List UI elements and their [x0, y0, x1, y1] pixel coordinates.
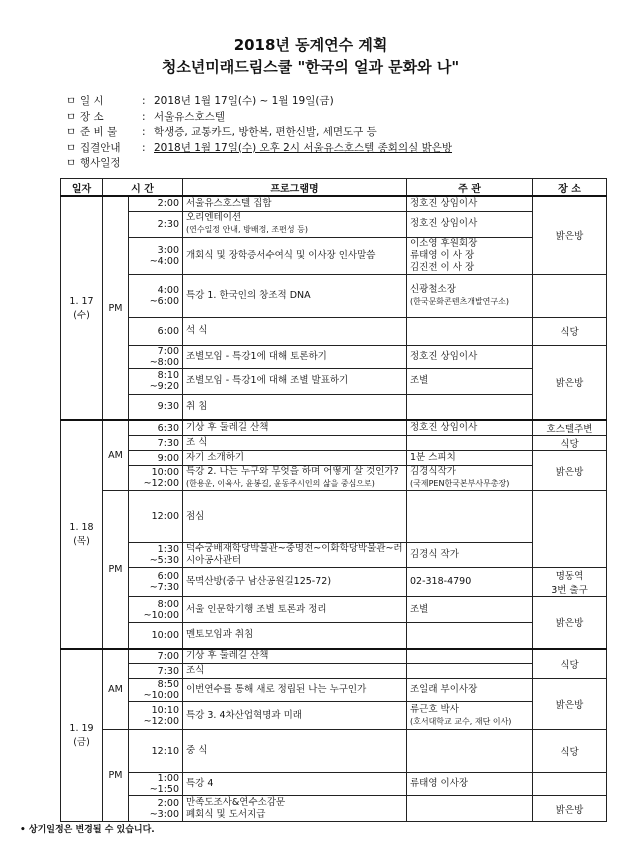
day-weekday: (수) [73, 309, 90, 321]
page-subtitle: 청소년미래드림스쿨 "한국의 얼과 문화와 나" [161, 58, 460, 76]
info-label: 행사일정 [80, 157, 121, 169]
period-cell: PM [103, 491, 129, 649]
table-row [61, 196, 607, 211]
time-start: 9:00 [157, 452, 179, 464]
time-start: 2:00 [157, 797, 179, 809]
host-cell [407, 649, 533, 664]
day-cell [61, 196, 103, 420]
time-end: ~10:00 [143, 690, 179, 701]
col-header-place: 장 소 [533, 179, 607, 197]
table-row [61, 274, 607, 317]
period-cell: PM [103, 730, 129, 822]
info-bullet: ㅁ [66, 157, 77, 169]
day-date: 1. 17 [69, 295, 94, 307]
host-cell [407, 702, 533, 730]
place-name: 밝은방 [555, 700, 584, 711]
day-weekday: (금) [73, 736, 90, 748]
info-bullet: ㅁ [66, 126, 77, 138]
time-start: 2:30 [157, 218, 179, 230]
host-cell [407, 568, 533, 597]
table-row [61, 730, 607, 773]
host-name: 김경식 작가 [410, 549, 459, 560]
host-cell [407, 345, 533, 368]
info-row [66, 110, 452, 126]
place-name-2: 3번 출구 [551, 585, 588, 596]
time-cell [129, 196, 183, 211]
time-cell [129, 730, 183, 773]
host-cell [407, 420, 533, 436]
time-start: 12:10 [151, 745, 179, 757]
time-cell [129, 420, 183, 436]
host-name: 정호진 상임이사 [410, 197, 478, 209]
program-cell [183, 451, 407, 466]
host-cell [407, 451, 533, 466]
time-start: 7:00 [157, 650, 179, 662]
table-row [61, 451, 607, 466]
program-cell [183, 196, 407, 211]
place-cell [533, 796, 607, 822]
time-cell [129, 317, 183, 345]
host-name: 정호진 상임이사 [410, 218, 478, 229]
host-cell [407, 679, 533, 702]
info-bullet: ㅁ [66, 110, 77, 123]
program-name: 특강 4 [186, 778, 214, 789]
day-cell [61, 649, 103, 822]
info-bullet: ㅁ [66, 141, 77, 154]
period-cell: AM [103, 649, 129, 730]
program-cell [183, 274, 407, 317]
program-cell [183, 211, 407, 237]
host-cell [407, 436, 533, 451]
program-cell [183, 773, 407, 796]
program-name: 특강 2. 나는 누구와 무엇을 하며 어떻게 살 것인가? [186, 466, 399, 477]
host-cell [407, 796, 533, 822]
time-start: 7:30 [157, 437, 179, 449]
program-name: 조 식 [186, 437, 208, 448]
program-name: 이번연수를 통해 새로 정립된 나는 누구인가 [186, 684, 367, 695]
program-name: 조별모임 - 특강1에 대해 조별 발표하기 [186, 375, 349, 386]
table-row [61, 345, 607, 368]
info-label: 집결안내 [80, 141, 121, 154]
table-row [61, 420, 607, 436]
program-name-2: 폐회식 및 도서지급 [186, 808, 266, 820]
footnote: • 상기일정은 변경될 수 있습니다. [20, 825, 155, 835]
table-row [61, 623, 607, 649]
program-cell [183, 623, 407, 649]
program-note: (연수일정 안내, 방배정, 조편성 등) [186, 225, 308, 234]
host-cell [407, 491, 533, 543]
place-cell [533, 679, 607, 730]
program-note: (한용운, 이육사, 윤봉길, 윤동주시인의 삶을 중심으로) [186, 479, 375, 488]
place-name: 명동역 [555, 571, 584, 582]
program-name: 목멱산방(중구 남산공원길125-72) [186, 576, 332, 587]
host-cell [407, 466, 533, 491]
time-cell [129, 491, 183, 543]
table-row [61, 773, 607, 796]
time-end: ~9:20 [149, 381, 179, 392]
period-cell: PM [103, 196, 129, 420]
table-row [61, 317, 607, 345]
col-header-host: 주 관 [407, 179, 533, 197]
time-cell [129, 773, 183, 796]
time-start: 4:00 [157, 284, 179, 296]
time-cell [129, 451, 183, 466]
program-name: 오리엔테이션 [186, 212, 242, 223]
host-cell [407, 274, 533, 317]
place-cell [533, 568, 607, 597]
info-value: 2018년 1월 17일(수) ~ 1월 19일(금) [154, 95, 334, 107]
host-name: 이소영 후원회장 [410, 237, 478, 249]
host-name: 02-318-4790 [410, 576, 472, 587]
program-cell [183, 420, 407, 436]
time-end: ~8:00 [149, 356, 179, 368]
col-header-time: 시 간 [103, 179, 183, 197]
time-cell [129, 568, 183, 597]
time-cell [129, 274, 183, 317]
time-cell [129, 597, 183, 623]
time-cell [129, 394, 183, 420]
time-start: 1:00 [157, 773, 179, 784]
time-cell [129, 623, 183, 649]
place-name: 밝은방 [555, 466, 584, 478]
time-cell [129, 345, 183, 368]
host-name: 조별 [410, 375, 429, 386]
program-name: 석 식 [186, 325, 208, 336]
table-row [61, 796, 607, 822]
program-cell [183, 317, 407, 345]
info-colon: : [142, 95, 146, 107]
host-name: 정호진 상임이사 [410, 422, 478, 433]
host-cell [407, 368, 533, 394]
host-cell [407, 773, 533, 796]
program-name: 멘토모임과 취침 [186, 629, 254, 641]
time-end: ~1:50 [149, 784, 179, 795]
time-start: 10:00 [151, 629, 179, 641]
host-name: 김경식작가 [410, 466, 456, 477]
program-cell [183, 394, 407, 420]
program-cell [183, 491, 407, 543]
period-cell: AM [103, 420, 129, 491]
program-cell [183, 368, 407, 394]
info-bullet: ㅁ [66, 95, 77, 107]
col-header-program: 프로그램명 [183, 179, 407, 197]
program-cell [183, 345, 407, 368]
time-start: 3:00 [157, 244, 179, 256]
info-row [66, 156, 452, 172]
schedule-table [60, 178, 607, 822]
info-colon: : [142, 126, 146, 138]
time-cell [129, 466, 183, 491]
info-colon: : [142, 141, 146, 154]
time-start: 7:00 [157, 345, 179, 357]
info-colon: : [142, 110, 146, 123]
host-name-2: (국제PEN한국본부사무총장) [410, 479, 510, 488]
program-cell [183, 649, 407, 664]
host-name: 1분 스피치 [410, 452, 456, 463]
host-cell [407, 543, 533, 568]
program-cell [183, 436, 407, 451]
table-row [61, 597, 607, 623]
program-cell [183, 702, 407, 730]
time-end: ~6:00 [149, 295, 179, 307]
time-end: ~3:00 [149, 808, 179, 820]
place-name: 밝은방 [555, 231, 584, 243]
time-cell [129, 679, 183, 702]
program-cell [183, 664, 407, 679]
table-row [61, 394, 607, 420]
table-row [61, 211, 607, 237]
time-start: 10:10 [151, 704, 179, 716]
time-end: ~4:00 [149, 255, 179, 267]
host-cell [407, 623, 533, 649]
time-start: 6:30 [157, 422, 179, 434]
table-row [61, 491, 607, 543]
time-start: 8:00 [157, 598, 179, 610]
program-name: 취 침 [186, 400, 208, 412]
day-date: 1. 18 [69, 521, 94, 533]
program-name: 덕수궁배재학당박물관~중명전~이화학당박물관~러시아공사관터 [186, 543, 403, 566]
program-name: 서울유스호스텔 집합 [186, 197, 272, 209]
host-name-2: 류태영 이 사 장 [410, 249, 475, 261]
table-row [61, 543, 607, 568]
time-cell [129, 436, 183, 451]
program-name: 서울 인문학기행 조별 토론과 정리 [186, 603, 327, 615]
table-row [61, 664, 607, 679]
place-cell [533, 451, 607, 491]
place-cell [533, 345, 607, 420]
time-cell [129, 211, 183, 237]
table-row [61, 702, 607, 730]
place-name: 밝은방 [555, 804, 584, 816]
place-cell [533, 436, 607, 451]
info-label: 준 비 물 [80, 126, 118, 138]
program-cell [183, 796, 407, 822]
place-cell [533, 317, 607, 345]
program-cell [183, 237, 407, 274]
host-name: 류태영 이사장 [410, 778, 469, 789]
place-cell [533, 274, 607, 317]
time-start: 2:00 [157, 198, 179, 210]
info-row [66, 94, 452, 110]
page-title: 2018년 동계연수 계획 [233, 36, 388, 54]
program-name: 특강 1. 한국인의 창조적 DNA [186, 289, 311, 301]
program-cell [183, 466, 407, 491]
host-cell [407, 196, 533, 211]
program-cell [183, 597, 407, 623]
info-label: 장 소 [80, 110, 104, 123]
place-cell [533, 597, 607, 649]
host-name: 조별 [410, 603, 429, 615]
place-cell [533, 773, 607, 796]
program-name: 기상 후 둘레길 산책 [186, 422, 269, 433]
info-value: 학생증, 교통카드, 방한복, 편한신발, 세면도구 등 [154, 126, 377, 138]
place-cell [533, 420, 607, 436]
time-end: ~12:00 [143, 715, 179, 727]
info-value: 서울유스호스텔 [154, 110, 226, 123]
place-name: 식당 [560, 747, 579, 758]
program-cell [183, 568, 407, 597]
host-cell [407, 664, 533, 679]
time-start: 8:10 [157, 370, 179, 381]
program-name: 개회식 및 장학증서수여식 및 이사장 인사말씀 [186, 249, 376, 261]
time-start: 1:30 [157, 544, 179, 555]
day-cell [61, 420, 103, 649]
table-row [61, 368, 607, 394]
host-name-2: (호서대학교 교수, 재단 이사) [410, 716, 512, 726]
place-cell [533, 196, 607, 274]
host-name-2: (한국문화콘텐츠개발연구소) [410, 296, 509, 306]
time-cell [129, 664, 183, 679]
info-value: 2018년 1월 17일(수) 오후 2시 서울유스호스텔 종회의실 밝은방 [154, 141, 453, 154]
program-cell [183, 679, 407, 702]
host-cell [407, 394, 533, 420]
host-name: 정호진 상임이사 [410, 350, 478, 362]
program-name: 점심 [186, 510, 205, 522]
place-cell [533, 730, 607, 773]
place-name: 밝은방 [555, 378, 584, 390]
info-row [66, 141, 452, 157]
host-cell [407, 597, 533, 623]
time-start: 6:00 [157, 571, 179, 582]
program-cell [183, 730, 407, 773]
table-row [61, 237, 607, 274]
time-cell [129, 543, 183, 568]
program-name: 자기 소개하기 [186, 452, 245, 463]
place-name: 식당 [560, 327, 579, 338]
table-row [61, 436, 607, 451]
time-start: 9:30 [157, 401, 179, 413]
table-row [61, 568, 607, 597]
program-name: 조식 [186, 665, 205, 676]
program-name: 조별모임 - 특강1에 대해 토론하기 [186, 350, 327, 362]
col-header-date: 일자 [61, 179, 103, 197]
host-cell [407, 237, 533, 274]
program-name: 기상 후 둘레길 산책 [186, 650, 269, 662]
host-cell [407, 730, 533, 773]
host-cell [407, 211, 533, 237]
host-cell [407, 317, 533, 345]
time-end: ~10:00 [143, 609, 179, 621]
program-cell [183, 543, 407, 568]
time-cell [129, 368, 183, 394]
host-name-3: 김진전 이 사 장 [410, 261, 475, 273]
time-start: 6:00 [157, 325, 179, 337]
table-row [61, 466, 607, 491]
program-name: 중 식 [186, 745, 208, 756]
time-cell [129, 796, 183, 822]
place-name: 밝은방 [555, 618, 584, 630]
day-weekday: (목) [73, 535, 90, 547]
info-row [66, 125, 452, 141]
table-row [61, 679, 607, 702]
host-name: 조일래 부이사장 [410, 684, 478, 695]
time-start: 7:30 [157, 665, 179, 677]
place-cell [533, 491, 607, 568]
place-name: 식당 [560, 659, 579, 671]
time-start: 10:00 [151, 467, 179, 478]
place-name: 식당 [560, 439, 579, 450]
day-date: 1. 19 [69, 722, 94, 734]
info-list [66, 94, 452, 172]
host-name: 신광철소장 [410, 283, 456, 295]
host-name: 류근호 박사 [410, 703, 459, 715]
table-row [61, 649, 607, 664]
time-end: ~7:30 [149, 582, 179, 593]
time-cell [129, 237, 183, 274]
time-end: ~12:00 [143, 478, 179, 489]
program-name: 특강 3. 4차산업혁명과 미래 [186, 709, 302, 721]
time-end: ~5:30 [149, 555, 179, 566]
info-label: 일 시 [80, 95, 104, 107]
program-name: 만족도조사&연수소감문 [186, 796, 286, 808]
time-cell [129, 649, 183, 664]
time-start: 8:50 [157, 679, 179, 690]
time-start: 12:00 [151, 511, 179, 522]
place-cell [533, 649, 607, 679]
place-name: 호스텔주변 [546, 424, 593, 435]
time-cell [129, 702, 183, 730]
